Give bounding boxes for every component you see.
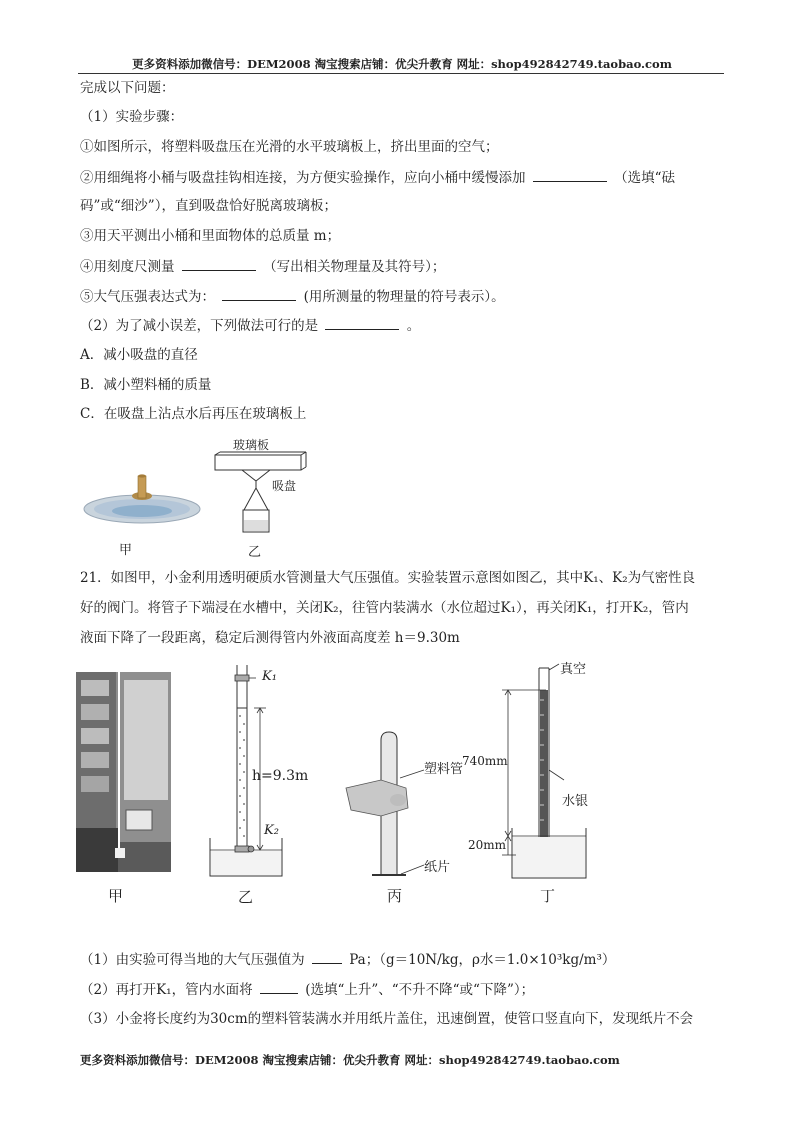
q21-line2: 好的阀门。将管子下端浸在水槽中，关闭K₂，往管内装满水（水位超过K₁），再关闭K₁，打开K₂，管内 — [80, 600, 689, 616]
q20-step5-text: ⑤大气压强表达式为： — [80, 289, 215, 305]
q20-step3: ③用天平测出小桶和里面物体的总质量 m； — [80, 228, 341, 244]
answer-blank[interactable] — [182, 257, 256, 271]
q20-step2-cont: 码”或“细沙”），直到吸盘恰好脱离玻璃板； — [80, 198, 337, 214]
answer-blank[interactable] — [312, 950, 342, 964]
q20-option-c: C．在吸盘上沾点水后再压在玻璃板上 — [80, 406, 307, 422]
q20-part2-end: 。 — [406, 318, 421, 334]
q20-step4 — [80, 257, 445, 276]
mm20-label: 20mm — [468, 838, 507, 852]
page-footer: 更多资料添加微信号：DEM2008 淘宝搜索店铺：优尖升教育 网址：shop492842749.taobao.com — [80, 1053, 620, 1067]
q20-intro: 完成以下问题： — [80, 80, 175, 96]
q20-step5-hint: (用所测量的物理量的符号表示）。 — [303, 289, 505, 305]
answer-blank[interactable] — [260, 980, 298, 994]
q21-part1-text: （1）由实验可得当地的大气压强值为 — [80, 952, 305, 968]
q20-step2 — [80, 168, 675, 187]
q20-step2-hint: （选填“砝 — [614, 170, 675, 186]
mm740-label: 740mm — [462, 754, 508, 768]
q21-line1: 21．如图甲，小金利用透明硬质水管测量大气压强值。实验装置示意图如图乙，其中K₁、K₂为气密性良 — [80, 570, 696, 586]
figure-label-yi: 乙 — [238, 888, 254, 906]
figure-label-ding: 丁 — [540, 887, 556, 905]
figure-label-yi: 乙 — [248, 545, 262, 560]
answer-blank[interactable] — [533, 168, 607, 182]
q21-part1 — [80, 950, 615, 969]
suction-cup-photo — [84, 474, 200, 523]
q20-part1: （1）实验步骤： — [80, 109, 184, 125]
glass-plate-label: 玻璃板 — [233, 438, 270, 452]
q20-step4-text: ④用刻度尺测量 — [80, 259, 175, 275]
q21-part2 — [80, 980, 534, 999]
q21-figure — [76, 660, 616, 910]
mercury-tube-diagram — [502, 664, 589, 878]
q21-part3: （3）小金将长度约为30cm的塑料管装满水并用纸片盖住，迅速倒置，使管口竖直向下，发现纸片不会 — [80, 1011, 694, 1027]
q20-option-a: A．减小吸盘的直径 — [80, 347, 198, 363]
q21-part2-text: （2）再打开K₁，管内水面将 — [80, 982, 253, 998]
q20-step5 — [80, 287, 505, 306]
figure-label-bing: 丙 — [387, 887, 403, 905]
q20-step4-hint: （写出相关物理量及其符号）； — [263, 259, 446, 275]
vacuum-label: 真空 — [560, 662, 587, 677]
mercury-label: 水银 — [562, 794, 589, 809]
figure-label-jia: 甲 — [108, 887, 124, 905]
q21-line3: 液面下降了一段距离，稳定后测得管内外液面高度差 h＝9.30m — [80, 630, 460, 646]
height-label: h=9.3m — [252, 768, 309, 784]
valve-k2-label: K₂ — [264, 823, 279, 838]
q21-part2-hint: (选填“上升”、“不升不降“或“下降”）； — [305, 982, 535, 998]
q20-step2-text: ②用细绳将小桶与吸盘挂钩相连接，为方便实验操作，应向小桶中缓慢添加 — [80, 170, 526, 186]
plastic-tube-label: 塑料管 — [424, 762, 464, 777]
q21-part1-hint: Pa；（g＝10N/kg，ρ水＝1.0×10³kg/m³） — [349, 952, 616, 968]
header-rule — [78, 73, 724, 74]
suction-cup-label: 吸盘 — [272, 479, 297, 493]
building-photo — [76, 672, 171, 872]
answer-blank[interactable] — [222, 287, 296, 301]
plastic-tube-diagram — [346, 732, 424, 875]
answer-blank[interactable] — [325, 316, 399, 330]
q20-part2 — [80, 316, 420, 335]
q20-step1: ①如图所示，将塑料吸盘压在光滑的水平玻璃板上，挤出里面的空气； — [80, 139, 499, 155]
q20-option-b: B．减小塑料桶的质量 — [80, 377, 212, 393]
paper-label: 纸片 — [424, 860, 451, 875]
page-header: 更多资料添加微信号：DEM2008 淘宝搜索店铺：优尖升教育 网址：shop492842749.taobao.com — [132, 57, 672, 71]
figure-label-jia: 甲 — [119, 543, 133, 558]
q20-part2-text: （2）为了减小误差，下列做法可行的是 — [80, 318, 319, 334]
valve-k1-label: K₁ — [262, 669, 277, 684]
